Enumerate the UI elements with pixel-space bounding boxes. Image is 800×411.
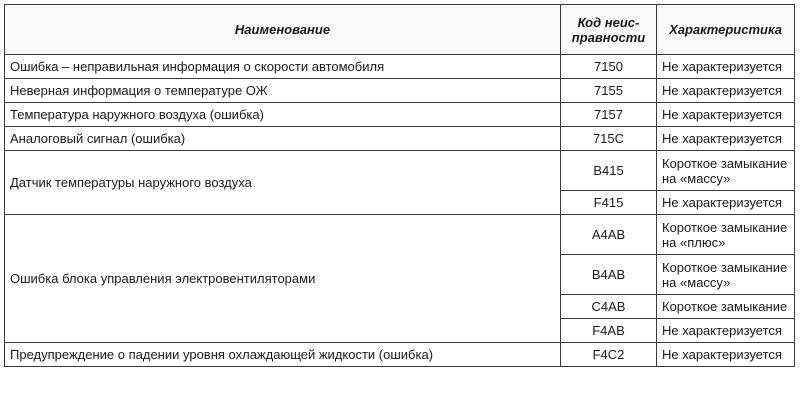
row-code: C4AB xyxy=(561,295,657,319)
row-code: F415 xyxy=(561,191,657,215)
row-name: Предупреждение о падении уровня охлаждающей жидкости (ошибка) xyxy=(5,343,561,367)
row-characteristic: Не характеризуется xyxy=(657,191,795,215)
row-characteristic xyxy=(657,151,795,191)
table-row xyxy=(5,343,795,367)
char-line: Короткое замыкание xyxy=(662,219,788,235)
table-row xyxy=(5,215,795,255)
header-code-line2: правности xyxy=(571,29,646,45)
row-characteristic: Не характеризуется xyxy=(657,103,795,127)
row-code: 7155 xyxy=(561,79,657,103)
row-code: A4AB xyxy=(561,215,657,255)
table-row xyxy=(5,79,795,103)
row-characteristic: Не характеризуется xyxy=(657,55,795,79)
row-characteristic: Не характеризуется xyxy=(657,319,795,343)
table-row xyxy=(5,127,795,151)
row-code: 7150 xyxy=(561,55,657,79)
char-line: на «плюс» xyxy=(662,234,726,250)
table-row xyxy=(5,151,795,191)
header-code xyxy=(561,5,657,55)
header-characteristic: Характеристика xyxy=(657,5,795,55)
row-characteristic xyxy=(657,215,795,255)
table-row xyxy=(5,55,795,79)
row-name: Датчик температуры наружного воздуха xyxy=(5,151,561,215)
fault-codes-table xyxy=(4,4,795,367)
char-line: Короткое замыкание xyxy=(662,155,788,171)
row-name: Ошибка – неправильная информация о скорости автомобиля xyxy=(5,55,561,79)
row-code: B415 xyxy=(561,151,657,191)
row-characteristic: Короткое замыкание xyxy=(657,295,795,319)
row-code: F4C2 xyxy=(561,343,657,367)
row-name: Аналоговый сигнал (ошибка) xyxy=(5,127,561,151)
row-characteristic: Не характеризуется xyxy=(657,343,795,367)
row-code: B4AB xyxy=(561,255,657,295)
header-code-line1: Код неис- xyxy=(577,14,640,30)
row-code: F4AB xyxy=(561,319,657,343)
header-row xyxy=(5,5,795,55)
row-characteristic: Не характеризуется xyxy=(657,79,795,103)
char-line: на «массу» xyxy=(662,274,731,290)
row-code: 7157 xyxy=(561,103,657,127)
table-row xyxy=(5,103,795,127)
char-line: на «массу» xyxy=(662,170,731,186)
header-name: Наименование xyxy=(5,5,561,55)
row-characteristic xyxy=(657,255,795,295)
row-name: Ошибка блока управления электровентиляторами xyxy=(5,215,561,343)
char-line: Короткое замыкание xyxy=(662,259,788,275)
row-code: 715C xyxy=(561,127,657,151)
row-characteristic: Не характеризуется xyxy=(657,127,795,151)
row-name: Неверная информация о температуре ОЖ xyxy=(5,79,561,103)
row-name: Температура наружного воздуха (ошибка) xyxy=(5,103,561,127)
